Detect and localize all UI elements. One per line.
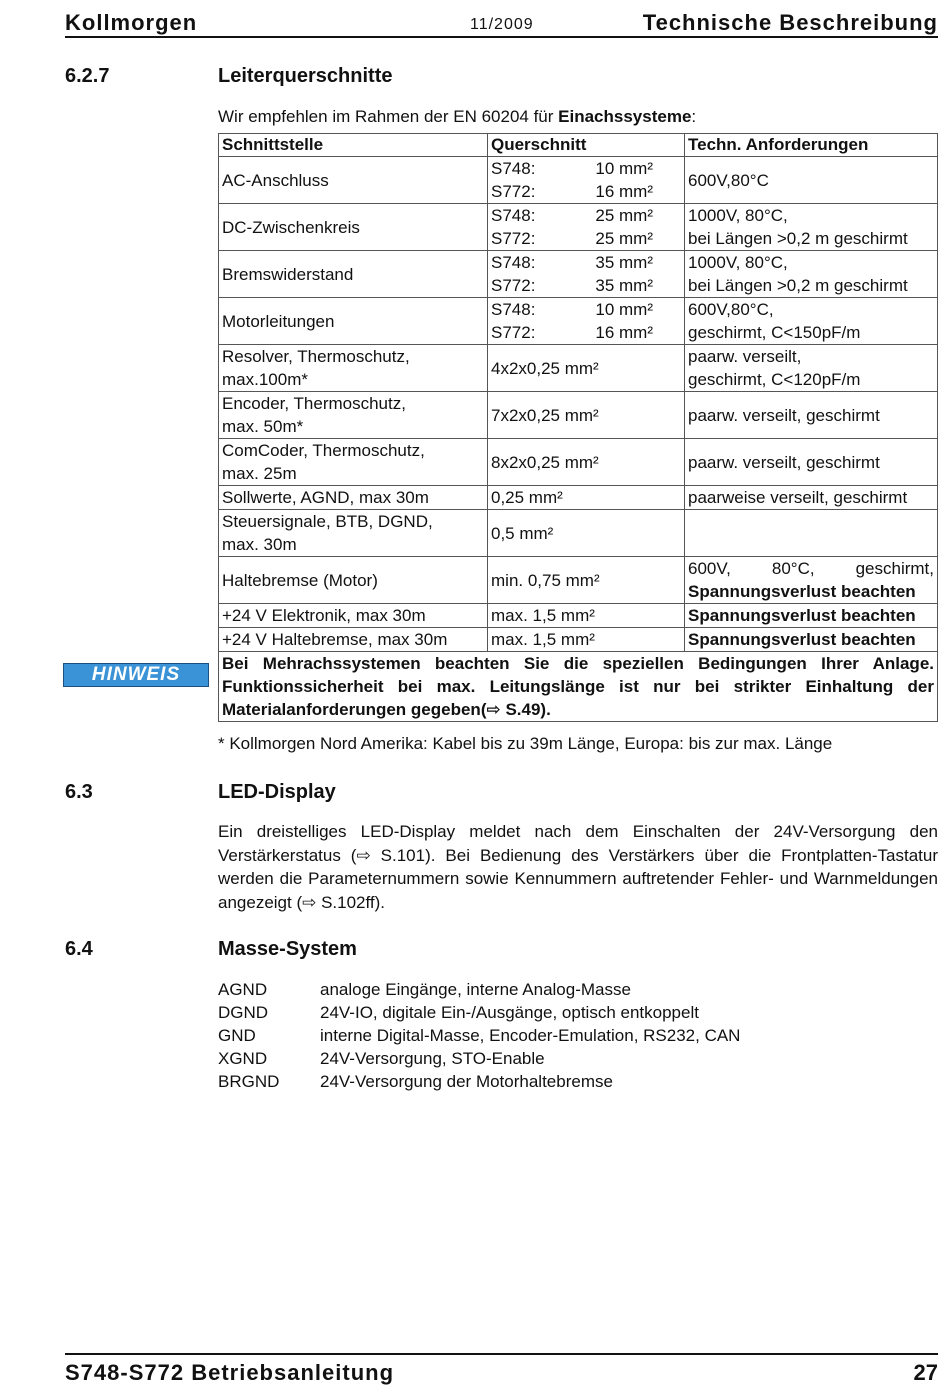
footer-rule: [65, 1353, 938, 1355]
table-row: [219, 557, 938, 604]
header-brand: Kollmorgen: [65, 10, 198, 35]
table-cell: paarw. verseilt, geschirmt: [685, 392, 938, 439]
table-row: [219, 439, 938, 486]
table-cell: Encoder, Thermoschutz, max. 50m*: [219, 392, 488, 439]
table-header-row: [219, 134, 938, 157]
ground-list-item: AGND analoge Eingänge, interne Analog-Masse: [218, 980, 631, 999]
table-cell: S748: 10 mm² S772: 16 mm²: [488, 157, 685, 204]
table-cell: max. 1,5 mm²: [488, 628, 685, 652]
table-row: [219, 392, 938, 439]
table-cell: S748: 35 mm² S772: 35 mm²: [488, 251, 685, 298]
table-cell: ComCoder, Thermoschutz, max. 25m: [219, 439, 488, 486]
table-cell: 4x2x0,25 mm²: [488, 345, 685, 392]
ground-list-item: BRGND 24V-Versorgung der Motorhaltebremse: [218, 1072, 613, 1091]
hinweis-badge: HINWEIS: [63, 663, 209, 687]
table-cell: 0,5 mm²: [488, 510, 685, 557]
table-row: [219, 486, 938, 510]
table-cell: S748: 10 mm² S772: 16 mm²: [488, 298, 685, 345]
table-cell: paarw. verseilt, geschirmt, C<120pF/m: [685, 345, 938, 392]
section-number: 6.3: [65, 781, 93, 803]
table-cell: Spannungsverlust beachten: [685, 604, 938, 628]
table-cell: paarweise verseilt, geschirmt: [685, 486, 938, 510]
table-cell: Sollwerte, AGND, max 30m: [219, 486, 488, 510]
table-cell: Spannungsverlust beachten: [685, 628, 938, 652]
led-description: Ein dreistelliges LED-Display meldet nach dem Einschalten der 24V-Versorgung den Verstärkerstatus (⇨ S.101). Bei Bedienung des Verstärkers über die Frontplatten-Tastatur werden die Parameternummern sowie Kennummern auftretender Fehler- und Warnmeldungen angezeigt (⇨ S.102ff).: [218, 822, 938, 912]
hinweis-row: [219, 652, 938, 722]
table-row: [219, 298, 938, 345]
section-title: LED-Display: [218, 781, 336, 803]
table-cell: min. 0,75 mm²: [488, 557, 685, 604]
table-cell: DC-Zwischenkreis: [219, 204, 488, 251]
table-footnote: * Kollmorgen Nord Amerika: Kabel bis zu 39m Länge, Europa: bis zur max. Länge: [218, 734, 833, 753]
page-number: 27: [913, 1360, 938, 1385]
column-header: Techn. Anforderungen: [685, 134, 938, 157]
table-cell: 600V,80°C, geschirmt, C<150pF/m: [685, 298, 938, 345]
table-cell: Haltebremse (Motor): [219, 557, 488, 604]
table-cell: S748: 25 mm² S772: 25 mm²: [488, 204, 685, 251]
footer-doc-title: S748-S772 Betriebsanleitung: [65, 1360, 395, 1385]
column-header: Querschnitt: [488, 134, 685, 157]
table-cell: Steuersignale, BTB, DGND, max. 30m: [219, 510, 488, 557]
table-row: [219, 628, 938, 652]
table-row: [219, 204, 938, 251]
section-number: 6.4: [65, 938, 93, 960]
table-cell: 8x2x0,25 mm²: [488, 439, 685, 486]
table-cell: +24 V Elektronik, max 30m: [219, 604, 488, 628]
hinweis-text: Bei Mehrachssystemen beachten Sie die speziellen Bedingungen Ihrer Anlage. Funktionssicherheit bei max. Leitungslänge ist nur bei strikter Einhaltung der Materialanforderungen gegeben(⇨ S.49).: [219, 652, 938, 722]
table-cell: max. 1,5 mm²: [488, 604, 685, 628]
table-cell: 7x2x0,25 mm²: [488, 392, 685, 439]
header-title: Technische Beschreibung: [642, 10, 938, 35]
column-header: Schnittstelle: [219, 134, 488, 157]
table-cell: 0,25 mm²: [488, 486, 685, 510]
cable-cross-section-table: [218, 133, 938, 722]
ground-list-item: GND interne Digital-Masse, Encoder-Emulation, RS232, CAN: [218, 1026, 741, 1045]
table-cell: Resolver, Thermoschutz, max.100m*: [219, 345, 488, 392]
ground-list-item: XGND 24V-Versorgung, STO-Enable: [218, 1049, 545, 1068]
section-title: Masse-System: [218, 938, 357, 960]
intro-text: Wir empfehlen im Rahmen der EN 60204 für Einachssysteme:: [218, 107, 697, 126]
table-cell: [685, 510, 938, 557]
table-cell: +24 V Haltebremse, max 30m: [219, 628, 488, 652]
table-cell: Motorleitungen: [219, 298, 488, 345]
table-row: [219, 157, 938, 204]
ground-list-item: DGND 24V-IO, digitale Ein-/Ausgänge, optisch entkoppelt: [218, 1003, 699, 1022]
table-cell: 600V,80°C: [685, 157, 938, 204]
table-cell: 1000V, 80°C, bei Längen >0,2 m geschirmt: [685, 204, 938, 251]
section-number: 6.2.7: [65, 65, 110, 87]
table-cell: 600V, 80°C, geschirmt, Spannungsverlust beachten: [685, 557, 938, 604]
table-cell: paarw. verseilt, geschirmt: [685, 439, 938, 486]
table-cell: 1000V, 80°C, bei Längen >0,2 m geschirmt: [685, 251, 938, 298]
header-date: 11/2009: [470, 16, 534, 33]
table-cell: AC-Anschluss: [219, 157, 488, 204]
table-row: [219, 345, 938, 392]
table-row: [219, 510, 938, 557]
table-cell: Bremswiderstand: [219, 251, 488, 298]
table-row: [219, 604, 938, 628]
section-title: Leiterquerschnitte: [218, 65, 393, 87]
header-rule: [65, 36, 938, 38]
table-row: [219, 251, 938, 298]
